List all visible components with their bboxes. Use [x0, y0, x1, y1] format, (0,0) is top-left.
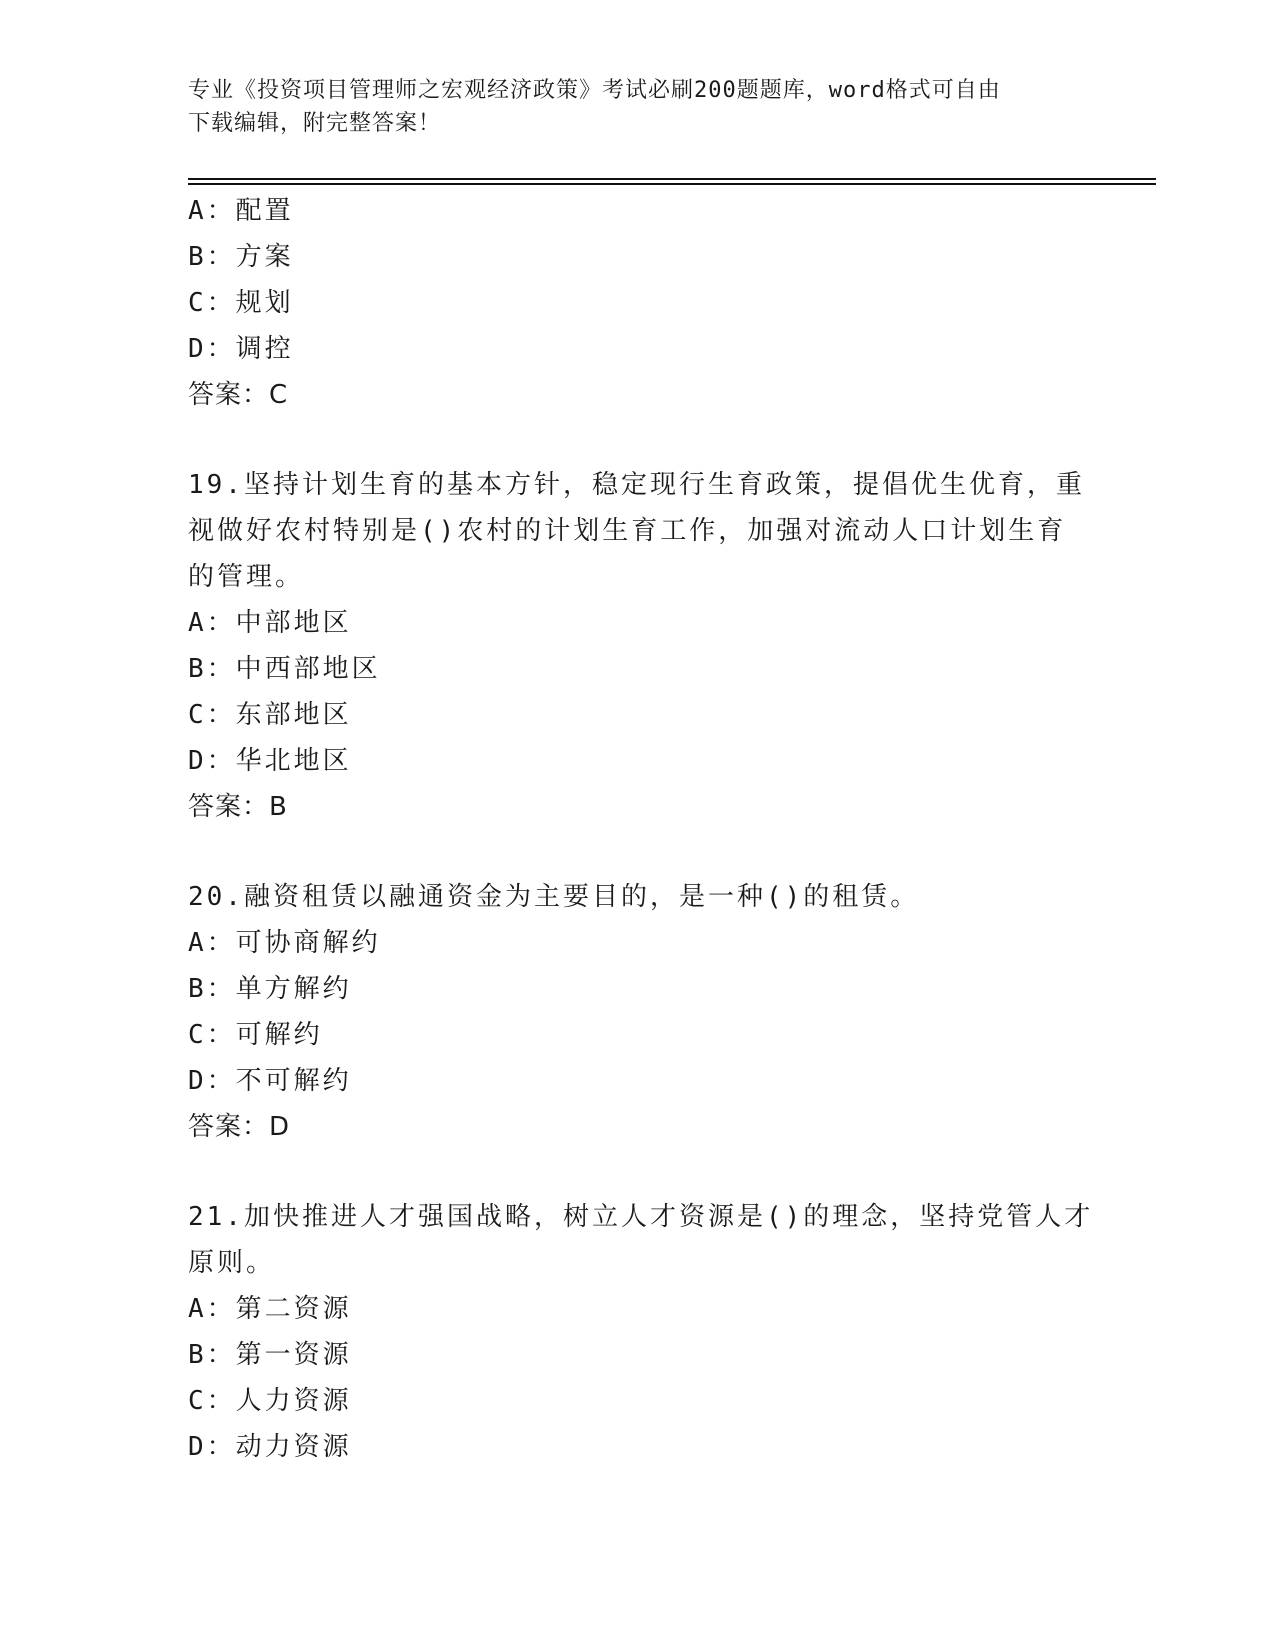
option-c: C：东部地区	[188, 700, 352, 730]
option-c: C：可解约	[188, 1020, 323, 1050]
option-c: C：规划	[188, 288, 294, 318]
option-b: B：中西部地区	[188, 654, 381, 684]
option-a: A：可协商解约	[188, 928, 381, 958]
option-c: C：人力资源	[188, 1386, 352, 1416]
spacer	[188, 830, 1088, 874]
header-line-2: 下载编辑，附完整答案！	[188, 111, 442, 136]
question-18	[188, 188, 1088, 418]
question-stem-line: 的管理。	[188, 562, 305, 592]
question-19	[188, 462, 1088, 830]
option-a: A：配置	[188, 196, 294, 226]
question-stem-line: 原则。	[188, 1248, 276, 1278]
header-line-1: 专业《投资项目管理师之宏观经济政策》考试必刷200题题库，word格式可自由	[188, 78, 1001, 103]
option-a: A：第二资源	[188, 1294, 352, 1324]
answer: 答案：D	[188, 1112, 291, 1142]
option-d: D：动力资源	[188, 1432, 352, 1462]
question-stem-line: 20.融资租赁以融通资金为主要目的，是一种()的租赁。	[188, 882, 920, 912]
question-stem-line: 19.坚持计划生育的基本方针，稳定现行生育政策，提倡优生优育，重	[188, 470, 1085, 500]
spacer	[188, 418, 1088, 462]
question-stem-line: 21.加快推进人才强国战略，树立人才资源是()的理念，坚持党管人才	[188, 1202, 1094, 1232]
document-header	[188, 74, 1068, 140]
header-rule-bottom	[188, 183, 1156, 185]
option-b: B：单方解约	[188, 974, 352, 1004]
spacer	[188, 1150, 1088, 1194]
option-b: B：第一资源	[188, 1340, 352, 1370]
question-stem-line: 视做好农村特别是()农村的计划生育工作，加强对流动人口计划生育	[188, 516, 1067, 546]
answer: 答案：C	[188, 380, 289, 410]
question-list	[188, 188, 1094, 1470]
question-20	[188, 874, 1088, 1150]
option-d: D：不可解约	[188, 1066, 352, 1096]
option-d: D：调控	[188, 334, 294, 364]
option-b: B：方案	[188, 242, 294, 272]
header-rule-top	[188, 178, 1156, 180]
answer: 答案：B	[188, 792, 288, 822]
question-21	[188, 1194, 1094, 1470]
option-a: A：中部地区	[188, 608, 352, 638]
option-d: D：华北地区	[188, 746, 352, 776]
